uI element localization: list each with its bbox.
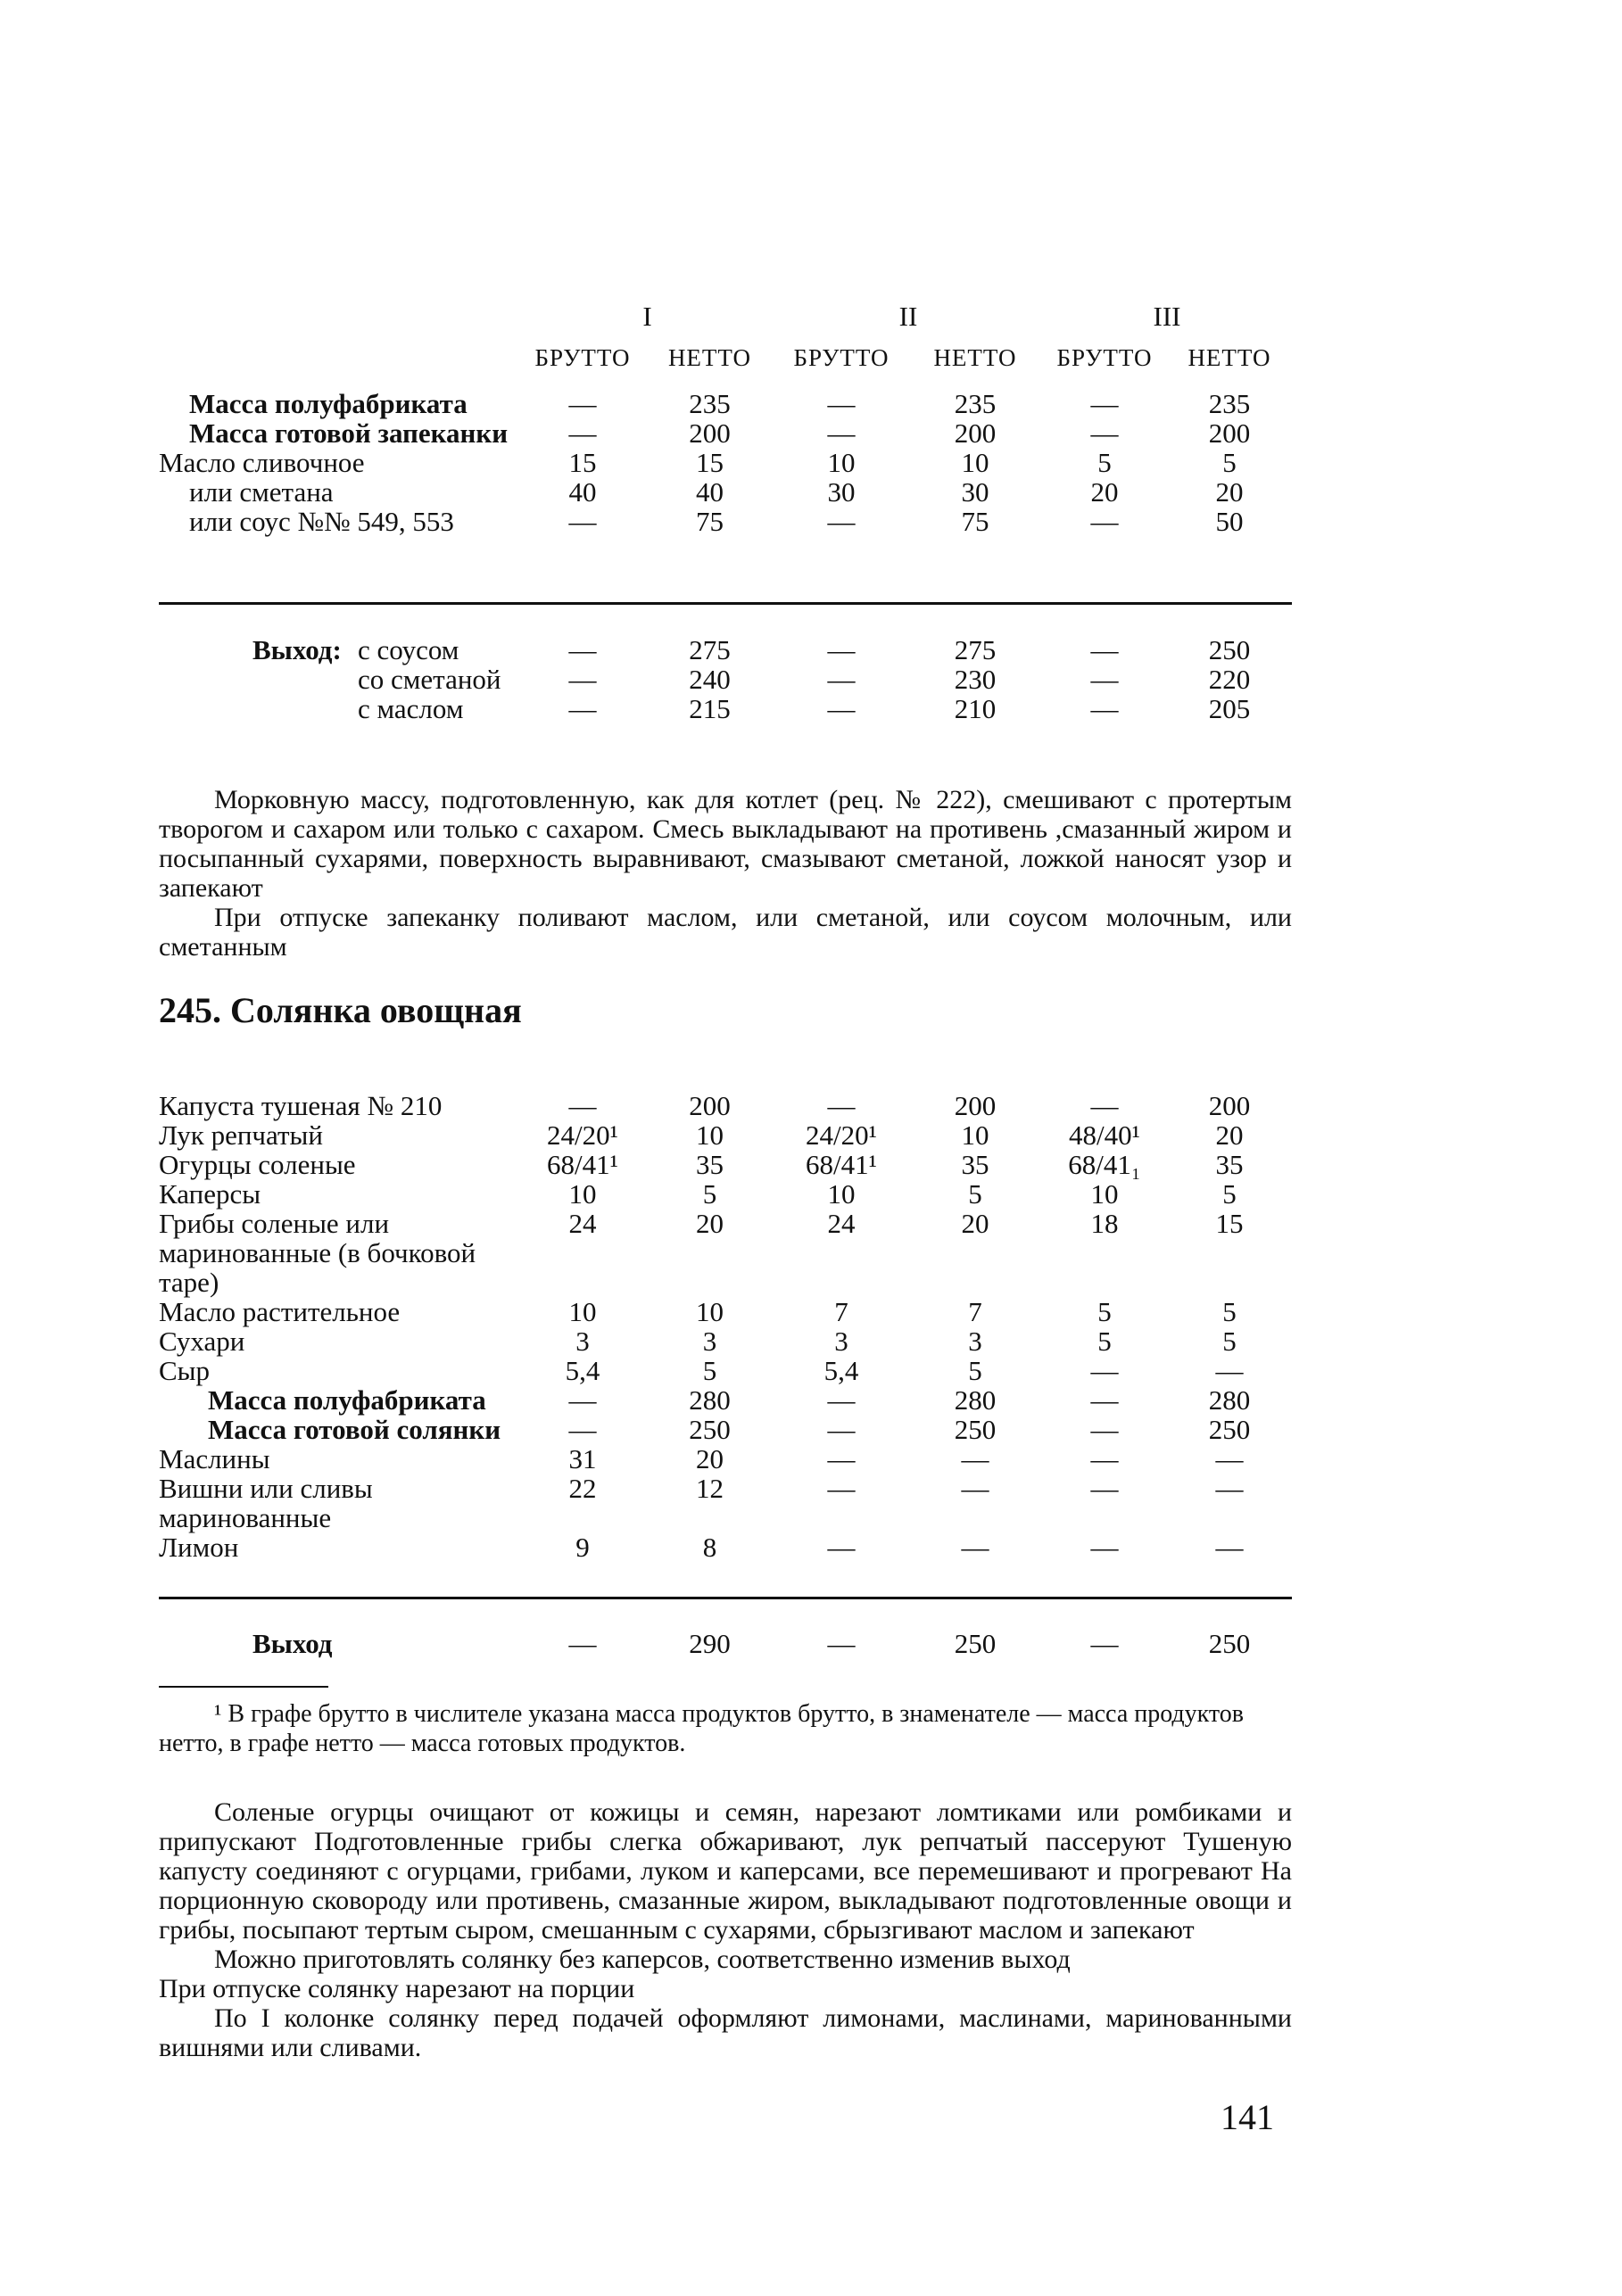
- instructions-solyanka: [159, 1797, 1292, 2062]
- table-row: Грибы соленые или маринованные (в бочковой таре) 24 20 24 20 18 15: [159, 1208, 1244, 1298]
- table-divider: [159, 1597, 1292, 1599]
- column-headers: [159, 343, 1292, 373]
- header-brutto: БРУТТО: [1056, 344, 1153, 371]
- footnote-divider: [159, 1686, 328, 1688]
- output-row: со сметаной — 240 — 230 — 220: [358, 664, 1251, 695]
- table-row: или сметана 40 40 30 30 20 20: [189, 476, 1244, 508]
- table-row: или соус №№ 549, 553 — 75 — 75 — 50: [189, 506, 1244, 537]
- paragraph: Можно приготовлять солянку без каперсов, соответственно изменив выход: [214, 1945, 1071, 1974]
- output-row: с маслом — 215 — 210 — 205: [358, 693, 1251, 724]
- header-brutto: БРУТТО: [793, 344, 890, 371]
- column-group-3: III: [1153, 301, 1181, 332]
- table-row: Масло сливочное 15 15 10 10 5 5: [159, 447, 1237, 478]
- column-group-2: II: [898, 301, 918, 332]
- recipe-title: 245. Солянка овощная: [159, 990, 522, 1030]
- table-row: Лимон 9 8 — — — —: [159, 1532, 1244, 1563]
- output-label: Выход: [252, 1628, 333, 1659]
- paragraph: Соленые огурцы очищают от кожицы и семян, нарезают ломтиками или ромбиками и припускают Подготовленные грибы слегка обжаривают, лук репчатый пассеруют Тушеную капусту соединяют с огурцами, грибами, луком и каперсами, все перемешивают и прогревают На порционную сковороду или противень, смазанные жиром, выкладывают подготовленные овощи и грибы, посыпают тертым сыром, смешанным с сухарями, сбрызгивают маслом и запекают: [159, 1797, 1292, 1945]
- table-row: Маслины 31 20 — — — —: [159, 1443, 1244, 1474]
- output-block: [159, 1629, 1292, 1658]
- table-casserole: [159, 389, 1292, 536]
- paragraph: При отпуске запеканку поливают маслом, или сметаной, или соусом молочным, или сметанным: [159, 903, 1292, 962]
- paragraph: При отпуске солянку нарезают на порции: [159, 1974, 635, 2003]
- table-divider: [159, 602, 1292, 605]
- table-row: Капуста тушеная № 210 — 200 — 200 — 200: [159, 1090, 1251, 1121]
- page-number: 141: [1221, 2097, 1274, 2137]
- table-row: Масса полуфабриката — 280 — 280 — 280: [208, 1384, 1251, 1416]
- output-label: Выход:: [252, 634, 342, 665]
- header-netto: НЕТТО: [667, 344, 752, 371]
- table-row: Масса полуфабриката — 235 — 235 — 235: [189, 388, 1251, 419]
- table-row: Масса готовой солянки — 250 — 250 — 250: [208, 1414, 1251, 1445]
- paragraph: По I колонке солянку перед подачей оформляют лимонами, маслинами, маринованными вишнями или сливами.: [159, 2003, 1292, 2062]
- table-row: Огурцы соленые 68/41¹ 35 68/41¹ 35 68/41₁ 35: [159, 1149, 1244, 1180]
- instructions-casserole: [159, 785, 1292, 962]
- header-netto: НЕТТО: [1188, 344, 1271, 371]
- table-row: Каперсы 10 5 10 5 10 5: [159, 1178, 1237, 1210]
- table-row: Масло растительное 10 10 7 7 5 5: [159, 1296, 1237, 1327]
- column-group-1: I: [642, 301, 652, 332]
- table-row: Масса готовой запеканки — 200 — 200 — 200: [189, 417, 1251, 449]
- header-brutto: БРУТТО: [534, 344, 631, 371]
- paragraph: Морковную массу, подготовленную, как для котлет (рец. № 222), смешивают с протертым творогом и сахаром или только с сахаром. Смесь выкладывают на противень ,смазанный жиром и посыпанный сухарями, поверхность выравнивают, смазывают сметаной, ложкой наносят узор и запекают: [159, 785, 1292, 903]
- output-row: Выход: с соусом — 275 — 275 — 250: [159, 635, 1292, 665]
- table-row: Сыр 5,4 5 5,4 5 — —: [159, 1355, 1244, 1386]
- header-netto: НЕТТО: [933, 344, 1017, 371]
- table-row: Лук репчатый 24/20¹ 10 24/20¹ 10 48/40¹ 20: [159, 1119, 1244, 1151]
- table-row: Сухари 3 3 3 3 5 5: [159, 1326, 1237, 1357]
- footnote-text: ¹ В графе брутто в числителе указана масса продуктов брутто, в знаменателе — масса продуктов нетто, в графе нетто — масса готовых продуктов.: [159, 1700, 1245, 1757]
- table-row: Вишни или сливы маринованные 22 12 — — — —: [159, 1473, 1244, 1533]
- table-solyanka: [159, 1091, 1292, 1562]
- output-row: Выход — 290 — 250 — 250: [159, 1629, 1292, 1658]
- column-group-headers: [159, 301, 1292, 331]
- output-block: [159, 635, 1292, 723]
- footnote: [159, 1699, 1292, 1758]
